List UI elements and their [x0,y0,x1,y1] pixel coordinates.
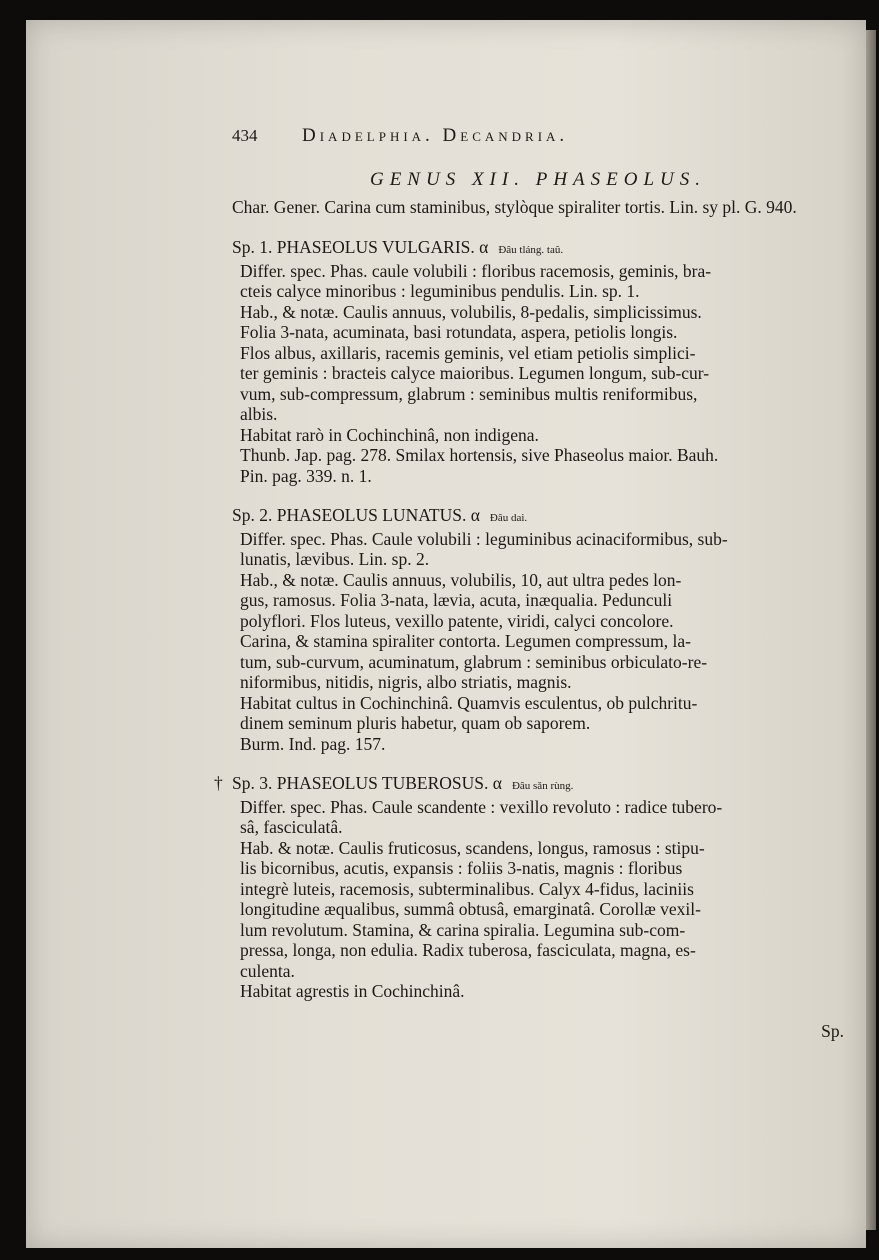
text-line: dinem seminum pluris habetur, quam ob saporem. [240,713,591,733]
text-line: Differ. spec. Phas. Caule volubili : leguminibus acinaciformibus, sub- [240,528,728,549]
genus-character: Char. Gener. Carina cum staminibus, stylòque spiraliter tortis. Lin. sy pl. G. 940. [232,196,797,217]
species-entry [232,237,844,486]
species-list [214,237,844,1002]
running-title: Diadelphia. Decandria. [302,125,569,146]
species-name: Sp. 2. PHASEOLUS LUNATUS. α [232,505,480,525]
text-line: culenta. [240,960,295,981]
text-line: Habitat rarò in Cochinchinâ, non indigena. [240,424,539,445]
text-line: Carina, & stamina spiraliter contorta. Legumen compressum, la- [240,631,691,651]
text-line: lum revolutum. Stamina, & carina spiralia. Legumina sub-com- [240,919,686,940]
genus-heading: GENUS XII. PHASEOLUS. [369,169,707,190]
dagger-marker: † [214,773,223,793]
running-head [232,126,844,150]
text-line: Thunb. Jap. pag. 278. Smilax hortensis, sive Phaseolus maior. Bauh. [240,445,719,465]
text-line: Hab., & notæ. Caulis annuus, volubilis, 10, aut ultra pedes lon- [240,569,682,590]
text-line: Habitat agrestis in Cochinchinâ. [240,981,465,1001]
page-number: 434 [232,126,258,145]
vernacular-name: Đâu dai. [489,512,528,524]
species-title [232,237,844,261]
text-line: Flos albus, axillaris, racemis geminis, vel etiam petiolis simplici- [240,342,696,363]
text-line: Hab. & notæ. Caulis fruticosus, scandens, longus, ramosus : stipu- [240,837,705,858]
species-name: Sp. 3. PHASEOLUS TUBEROSUS. α [232,773,502,793]
vernacular-name: Đâu tláng. taû. [498,244,564,256]
text-line: albis. [240,404,278,424]
text-line: lunatis, lævibus. Lin. sp. 2. [240,549,430,569]
text-line: Differ. spec. Phas. caule volubili : floribus racemosis, geminis, bra- [240,260,712,281]
text-line: lis bicornibus, acutis, expansis : foliis 3-natis, magnis : floribus [240,858,683,878]
text-line: cteis calyce minoribus : leguminibus pendulis. Lin. sp. 1. [240,281,640,301]
text-line: gus, ramosus. Folia 3-nata, lævia, acuta, inæqualia. Pedunculi [240,590,673,610]
text-line: polyflori. Flos luteus, vexillo patente, viridi, calyci concolore. [240,610,674,631]
species-entry [214,773,844,1002]
text-line: sâ, fasciculatâ. [240,817,343,837]
catchword: Sp. [821,1020,844,1041]
text-line: Pin. pag. 339. n. 1. [240,465,372,486]
text-line: pressa, longa, non edulia. Radix tuberosa, fasciculata, magna, es- [240,940,696,960]
text-line: niformibus, nitidis, nigris, albo striatis, magnis. [240,672,572,692]
species-name: Sp. 1. PHASEOLUS VULGARIS. α [232,237,489,257]
species-title [214,773,844,797]
text-line: tum, sub-curvum, acuminatum, glabrum : seminibus orbiculato-re- [240,651,708,672]
species-title [232,505,844,529]
text-line: Folia 3-nata, acuminata, basi rotundata, aspera, petiolis longis. [240,322,678,342]
species-entry [232,505,844,754]
page-content [214,125,844,1041]
text-line: longitudine æqualibus, summâ obtusâ, emarginatâ. Corollæ vexil- [240,899,701,919]
text-line: integrè luteis, racemosis, subterminalibus. Calyx 4-fidus, laciniis [240,878,694,899]
text-line: Differ. spec. Phas. Caule scandente : vexillo revoluto : radice tubero- [240,796,723,817]
text-line: Burm. Ind. pag. 157. [240,733,386,754]
text-line: Habitat cultus in Cochinchinâ. Quamvis esculentus, ob pulchritu- [240,692,698,713]
text-line: ter geminis : bracteis calyce maioribus. Legumen longum, sub-cur- [240,363,710,383]
text-line: vum, sub-compressum, glabrum : seminibus multis reniformibus, [240,383,698,404]
vernacular-name: Đâu sǎn rùng. [511,780,574,792]
text-line: Hab., & notæ. Caulis annuus, volubilis, 8-pedalis, simplicissimus. [240,301,702,322]
